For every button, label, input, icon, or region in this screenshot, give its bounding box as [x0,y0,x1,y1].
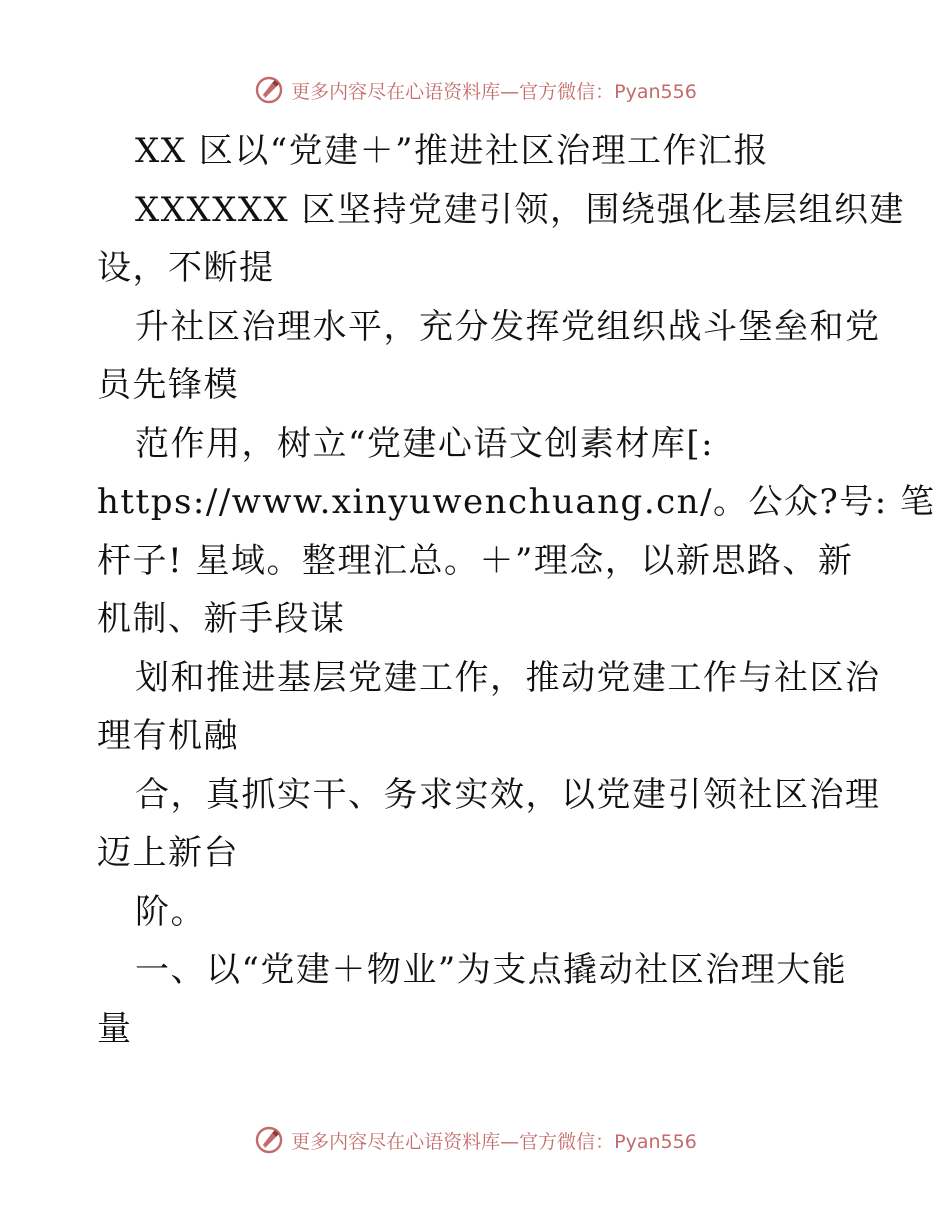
text-line: 升社区治理水平，充分发挥党组织战斗堡垒和党 [135,306,881,347]
footer-watermark [0,1120,950,1160]
text-line: 设，不断提 [97,248,275,288]
text-line: 范作用，树立“党建心语文创素材库[: [135,423,715,464]
text-line: 理有机融 [97,716,239,756]
text-line: https://www.xinyuwenchuang.cn/。公众?号: 笔 [97,482,936,522]
text-line: 一、以“党建＋物业”为支点撬动社区治理大能 [135,950,848,990]
text-line: 杆子! 星域。整理汇总。＋”理念，以新思路、新 [97,540,854,581]
pen-logo-icon [253,74,285,106]
pen-logo-icon [253,1124,285,1156]
header-watermark [0,70,950,110]
text-line: 合，真抓实干、务求实效，以党建引领社区治理 [135,774,881,815]
text-line: 员先锋模 [97,365,239,405]
text-line: 机制、新手段谋 [97,599,346,639]
text-line: 迈上新台 [97,833,239,873]
text-line: 阶。 [135,891,206,932]
watermark-text: 更多内容尽在心语资料库—官方微信：Pyan556 [291,80,697,103]
text-line: 划和推进基层党建工作，推动党建工作与社区治 [135,657,881,698]
text-line: 量 [97,1008,133,1049]
watermark-text: 更多内容尽在心语资料库—官方微信：Pyan556 [291,1130,697,1153]
text-line: XXXXXX 区坚持党建引领，围绕强化基层组织建 [135,189,906,230]
document-body [97,122,936,1058]
text-line: XX 区以“党建＋”推进社区治理工作汇报 [135,131,769,171]
